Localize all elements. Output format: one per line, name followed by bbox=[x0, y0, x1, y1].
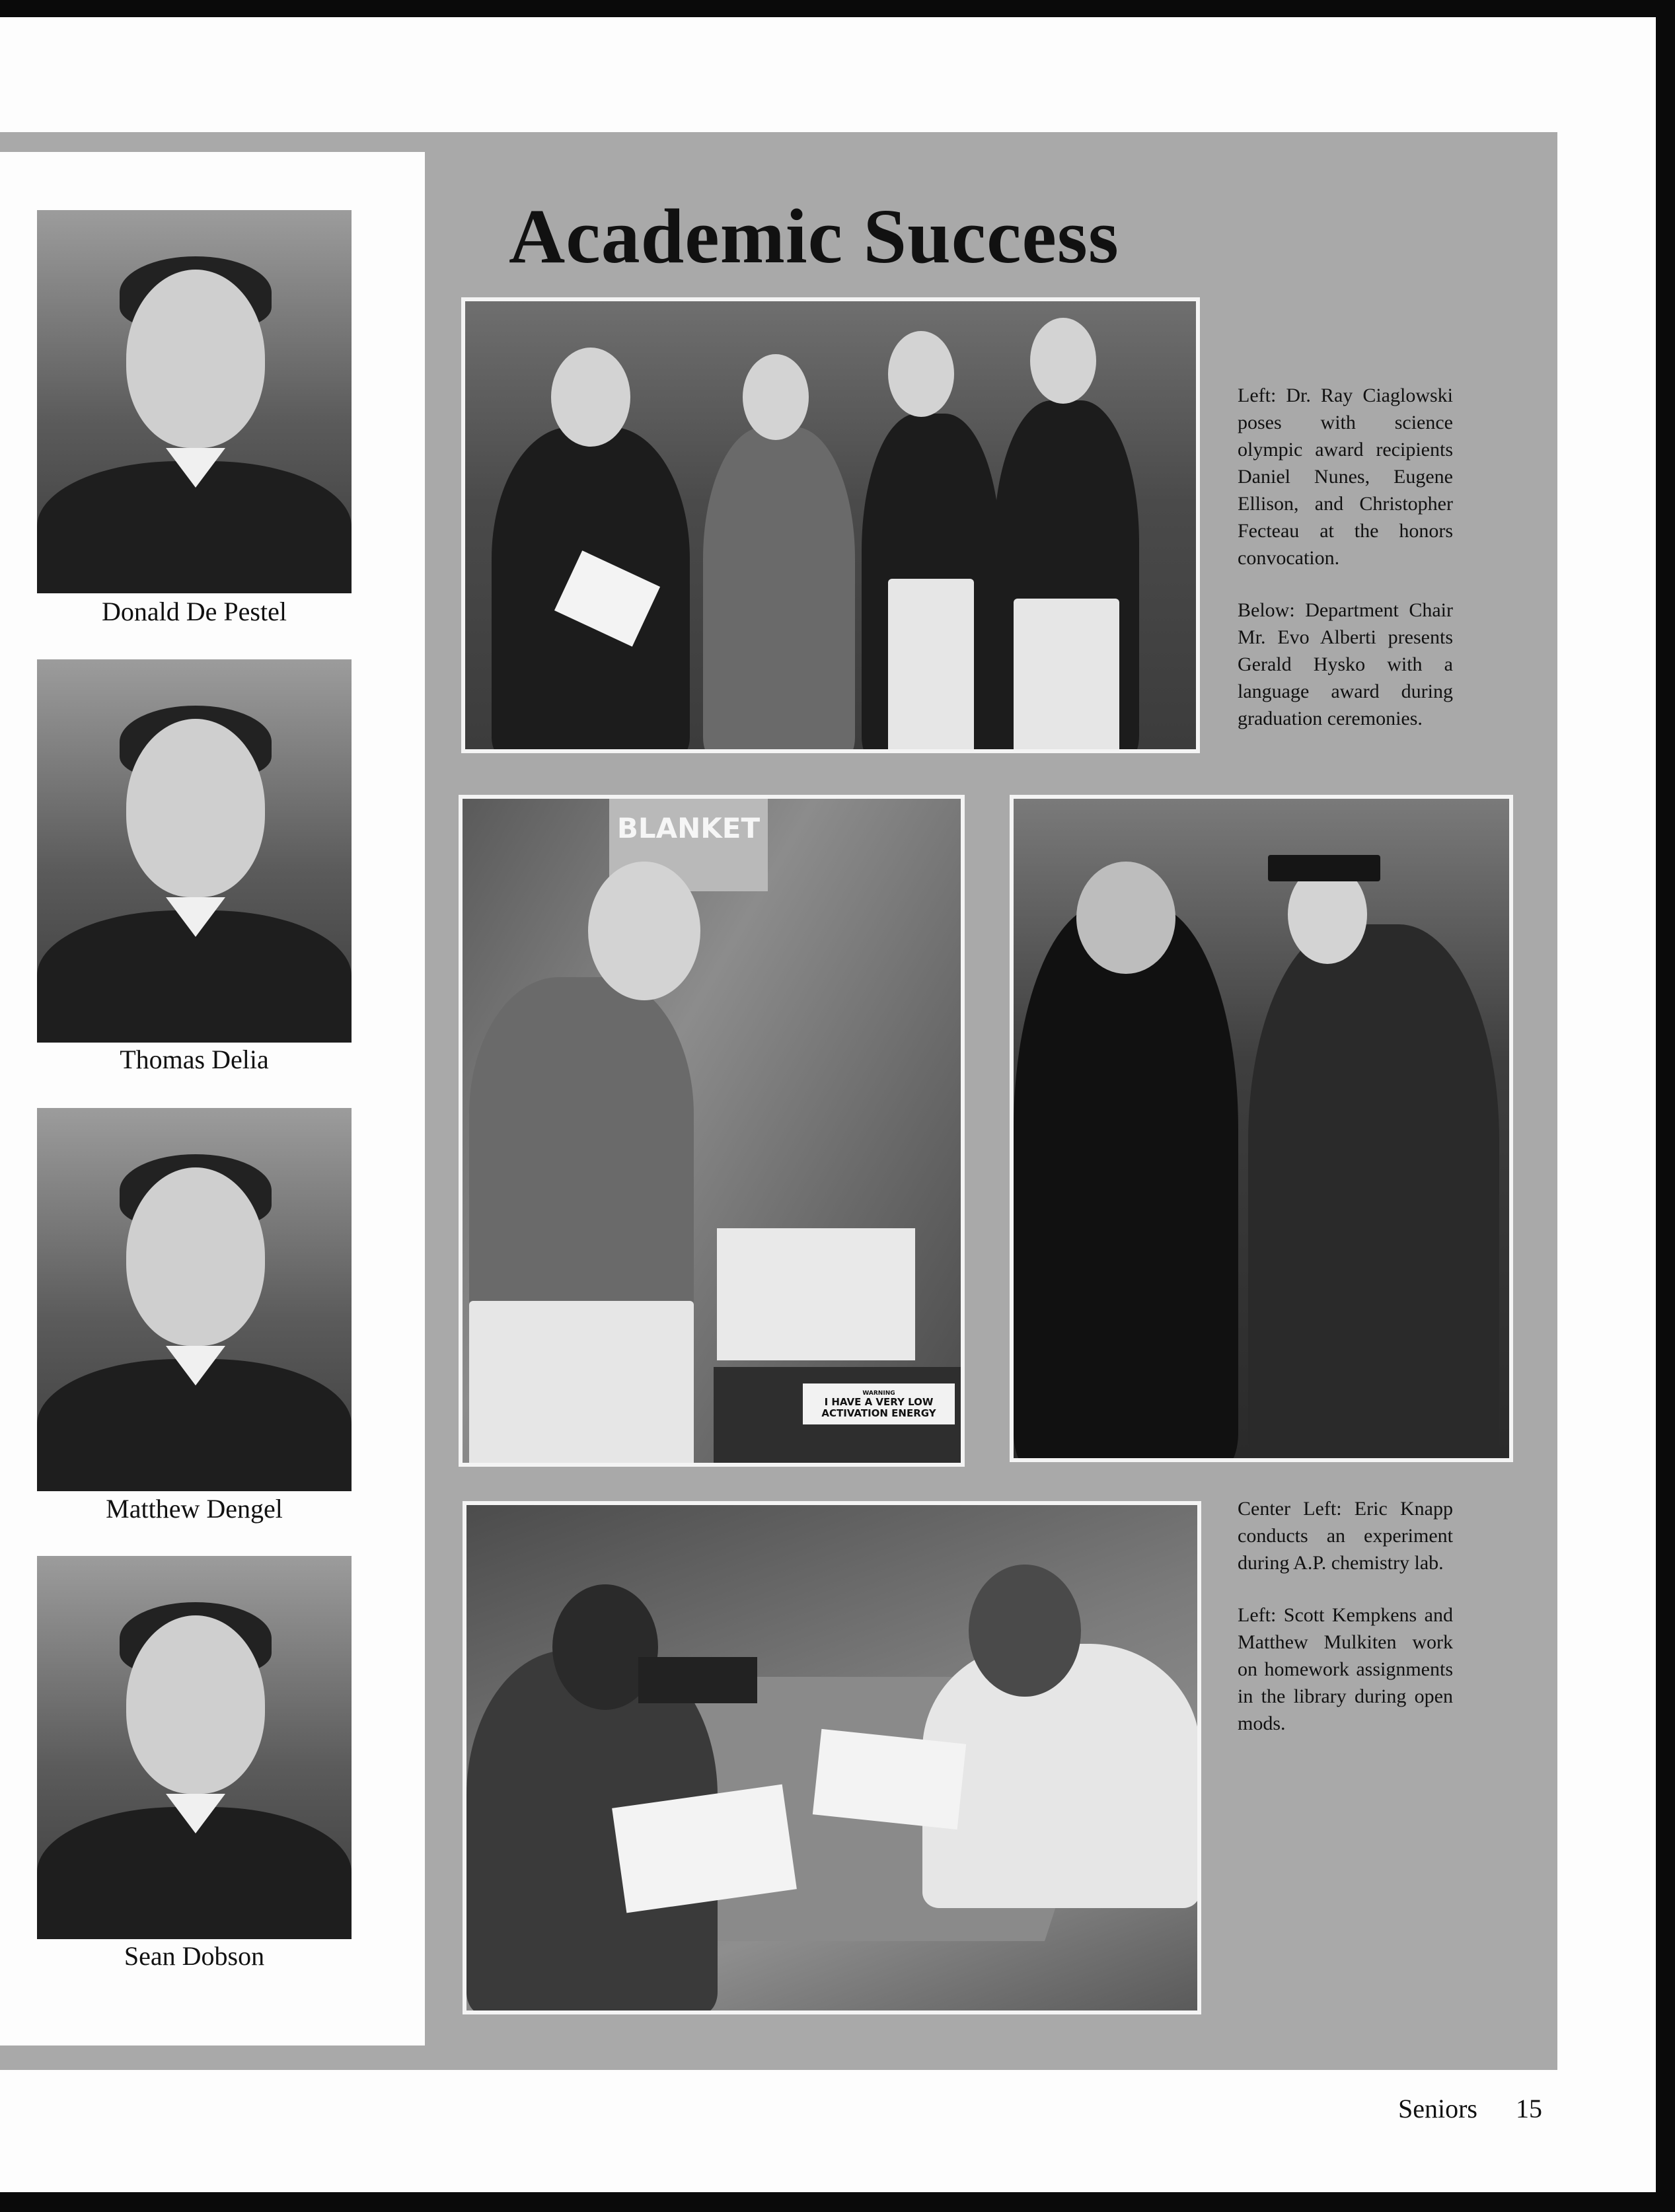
sign-line-2: ACTIVATION ENERGY bbox=[821, 1407, 936, 1419]
scan-edge-right bbox=[1656, 0, 1675, 2212]
bottom-captions bbox=[1238, 1495, 1453, 1762]
portrait-name: Sean Dobson bbox=[124, 1941, 265, 1971]
portrait-name: Thomas Delia bbox=[120, 1045, 269, 1074]
portrait-face bbox=[126, 1167, 265, 1346]
caption-library: Left: Scott Kempkens and Matthew Mulkiten work on homework assignments in the library during open mods. bbox=[1238, 1604, 1453, 1734]
portrait-name: Matthew Dengel bbox=[106, 1494, 283, 1524]
lab-poster: BLANKET bbox=[609, 799, 768, 891]
page-number: 15 bbox=[1516, 2094, 1542, 2123]
caption-language-award: Below: Department Chair Mr. Evo Alberti presents Gerald Hysko with a language award during graduation ceremonies. bbox=[1238, 599, 1453, 729]
scan-edge-top bbox=[0, 0, 1675, 17]
portrait-face bbox=[126, 1615, 265, 1794]
portrait-face bbox=[126, 719, 265, 897]
sign-small-text: WARNING bbox=[862, 1390, 895, 1397]
page-title: Academic Success bbox=[509, 193, 1119, 279]
photo-face bbox=[888, 331, 954, 417]
top-captions bbox=[1238, 382, 1453, 757]
portrait-face bbox=[126, 270, 265, 448]
textbook-stack bbox=[638, 1657, 757, 1703]
chemistry-lab-photo bbox=[459, 795, 965, 1467]
photo-trousers bbox=[469, 1301, 694, 1467]
photo-trousers bbox=[1014, 599, 1119, 753]
lab-warning-sign bbox=[803, 1383, 955, 1424]
sign-line-1: I HAVE A VERY LOW bbox=[824, 1396, 934, 1408]
photo-face bbox=[588, 862, 700, 1000]
photo-face bbox=[969, 1565, 1081, 1697]
graduation-cap bbox=[1268, 855, 1380, 881]
award-group-photo bbox=[461, 297, 1200, 753]
photo-person bbox=[469, 977, 694, 1321]
section-label: Seniors bbox=[1398, 2094, 1477, 2123]
portrait-photo bbox=[37, 1108, 352, 1491]
homework-paper bbox=[813, 1729, 966, 1829]
photo-person bbox=[1248, 924, 1499, 1462]
caption-award-recipients: Left: Dr. Ray Ciaglowski poses with science olympic award recipients Daniel Nunes, Eugene Ellison, and Christopher Fecteau at the honors convocation. bbox=[1238, 385, 1453, 569]
library-homework-photo bbox=[463, 1501, 1201, 2014]
portrait-photo bbox=[37, 659, 352, 1043]
portrait-photo bbox=[37, 210, 352, 593]
lab-balance bbox=[717, 1228, 915, 1360]
photo-face bbox=[1076, 862, 1175, 974]
photo-face bbox=[551, 348, 630, 447]
photo-person bbox=[1014, 904, 1238, 1462]
graduation-award-photo bbox=[1010, 795, 1513, 1462]
scan-edge-bottom bbox=[0, 2192, 1675, 2212]
photo-person bbox=[703, 427, 855, 753]
photo-trousers bbox=[888, 579, 974, 753]
photo-face bbox=[1030, 318, 1096, 404]
photo-face bbox=[743, 354, 809, 440]
caption-chemistry-lab: Center Left: Eric Knapp conducts an experiment during A.P. chemistry lab. bbox=[1238, 1498, 1453, 1574]
portrait-name: Donald De Pestel bbox=[102, 597, 287, 626]
photo-person bbox=[922, 1644, 1200, 1908]
portrait-photo bbox=[37, 1556, 352, 1939]
